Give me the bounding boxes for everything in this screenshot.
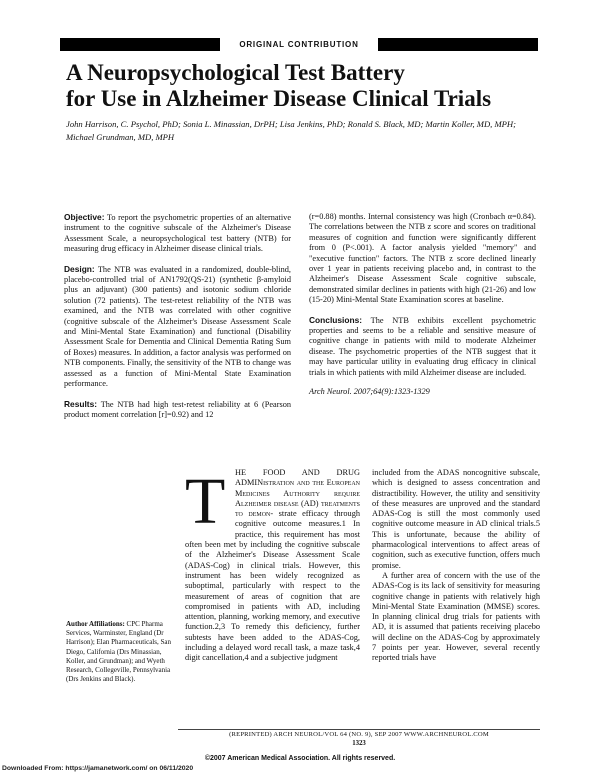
page-number: 1323 (352, 740, 366, 747)
objective-label: Objective: (64, 212, 105, 222)
running-footer: (REPRINTED) ARCH NEUROL/VOL 64 (NO. 9), SEP 2007 WWW.ARCHNEUROL.COM (229, 731, 489, 738)
body-column-2 (372, 468, 540, 664)
conclusions-label: Conclusions: (309, 314, 363, 325)
results-text: The NTB had high test-retest reliability at 6 (Pearson product moment correlation [r]=0.92) and 12 (64, 399, 291, 419)
objective-text: To report the psychometric properties of an alternative instrument to the cognitive subscale of the Alzheimer's Disease Assessment Scale, a neuropsychological test battery (NTB) for measuring drug efficacy in Alzheimer disease clinical trials. (64, 213, 291, 254)
copyright-notice: ©2007 American Medical Association. All rights reserved. (204, 755, 396, 762)
body-text: strate efficacy through cognitive outcome measures.1 In practice, this requirement has most often been met by including the cognitive subscale of the Alzheimer's Disease Assessment Scale (ADAS-Cog) in clinical trials. However, this instrument has been widely recognized as suboptimal, particularly with respect to the measurement of areas of cognition that are compromised in patients with AD, including attention, planning, working memory, and executive function.2,3 To remedy this deficiency, further subtests have been added to the ADAS-Cog, including a delayed word recall task, a maze task,4 digit cancellation,4 and a subjective judgment (185, 509, 360, 663)
download-stamp: Downloaded From: https://jamanetwork.com/ on 06/11/2020 (2, 765, 194, 772)
abstract-left-column (64, 212, 291, 429)
body-paragraph: included from the ADAS noncognitive subscale, which is designed to assess concentration and distractibility. However, the utility and sensitivity of these measures are unproved and the standard ADAS-Cog is still the most commonly used cognitive outcome measure in AD clinical trials.5 This is unfortunate, because the ability of pharmacological interventions to affect areas of cognition, such as executive function, offers much promise. (372, 468, 540, 570)
abstract-right-column (309, 212, 536, 407)
abstract-conclusions (309, 315, 536, 378)
author-affiliations (66, 620, 172, 684)
affiliations-label: Author Affiliations: (66, 620, 125, 628)
body-paragraph: A further area of concern with the use of the ADAS-Cog is its lack of sensitivity for measuring cognitive change in patients with relatively high Mini-Mental State Examination (MMSE) scores. In planning clinical drug trials for patients with AD, it is assumed that patients receiving placebo will decline on the ADAS-Cog by approximately 7 points per year. However, several recently reported trials have (372, 570, 540, 663)
abstract-objective (64, 212, 291, 255)
conclusions-text: The NTB exhibits excellent psychometric properties and seems to be a reliable and sensitive measure of cognitive change in patients with mild to moderate Alzheimer disease. The psychometric properties of the NTB suggest that it may have particular utility in evaluating drug efficacy in clinical trials in which patients with mild Alzheimer disease are included. (309, 315, 536, 377)
article-title: A Neuropsychological Test Battery for Use in Alzheimer Disease Clinical Trials (66, 60, 492, 111)
body-lead-in: HE FOOD AND DRUG ADMINistration and the European Medicines Authority require Alzheimer disease (AD) treatments to demon- (235, 468, 360, 519)
design-text: The NTB was evaluated in a randomized, double-blind, placebo-controlled trial of AN1792(QS-21) (synthetic β-amyloid plus an adjuvant) (300 patients) and isotonic sodium chloride solution (72 patients). The test-retest reliability of the NTB was examined, and the NTB was correlated with other cognitive (cognitive subscale of the Alzheimer's Disease Assessment Scale and Mini-Mental State Examination) and functional (Disability Assessment Scale for Dementia and Clinical Dementia Rating Sum of Boxes) measures. In addition, a factor analysis was performed on NTB components. Finally, the sensitivity of the NTB to change was assessed as a function of Mini-Mental State Examination performance. (64, 264, 291, 389)
results-label: Results: (64, 398, 98, 409)
abstract-design (64, 264, 291, 390)
abstract-results-continued: (r=0.88) months. Internal consistency was high (Cronbach α=0.84). The correlations between the NTB z score and scores on traditional measures of cognition and function were significantly different from 0 (P<.001). A factor analysis yielded "memory" and "executive function" factors. The NTB z score declined linearly over 1 year in patients receiving placebo and, in contrast to the Alzheimer's Disease Assessment Scale cognitive subscale, demonstrated similar declines in patients with high (21-26) and low (15-20) Mini-Mental State Examination scores at baseline. (309, 212, 536, 305)
abstract-results (64, 399, 291, 421)
citation: Arch Neurol. 2007;64(9):1323-1329 (309, 387, 430, 397)
drop-cap: T (185, 465, 226, 538)
affiliations-text: CPC Pharma Services, Warminster, England (Dr Harrison); Elan Pharmaceuticals, San Diego, California (Drs Minassian, Koller, and Grundman); and Wyeth Research, Collegeville, Pennsylvania (Drs Jenkins and Black). (66, 620, 171, 684)
footer-rule (178, 729, 540, 730)
author-list: John Harrison, C. Psychol, PhD; Sonia L. Minassian, DrPH; Lisa Jenkins, PhD; Ronald S. Black, MD; Martin Koller, MD, MPH; Michael Grundman, MD, MPH (66, 119, 516, 142)
body-column-1 (185, 465, 360, 664)
design-label: Design: (64, 263, 95, 274)
section-label: ORIGINAL CONTRIBUTION (220, 38, 378, 51)
